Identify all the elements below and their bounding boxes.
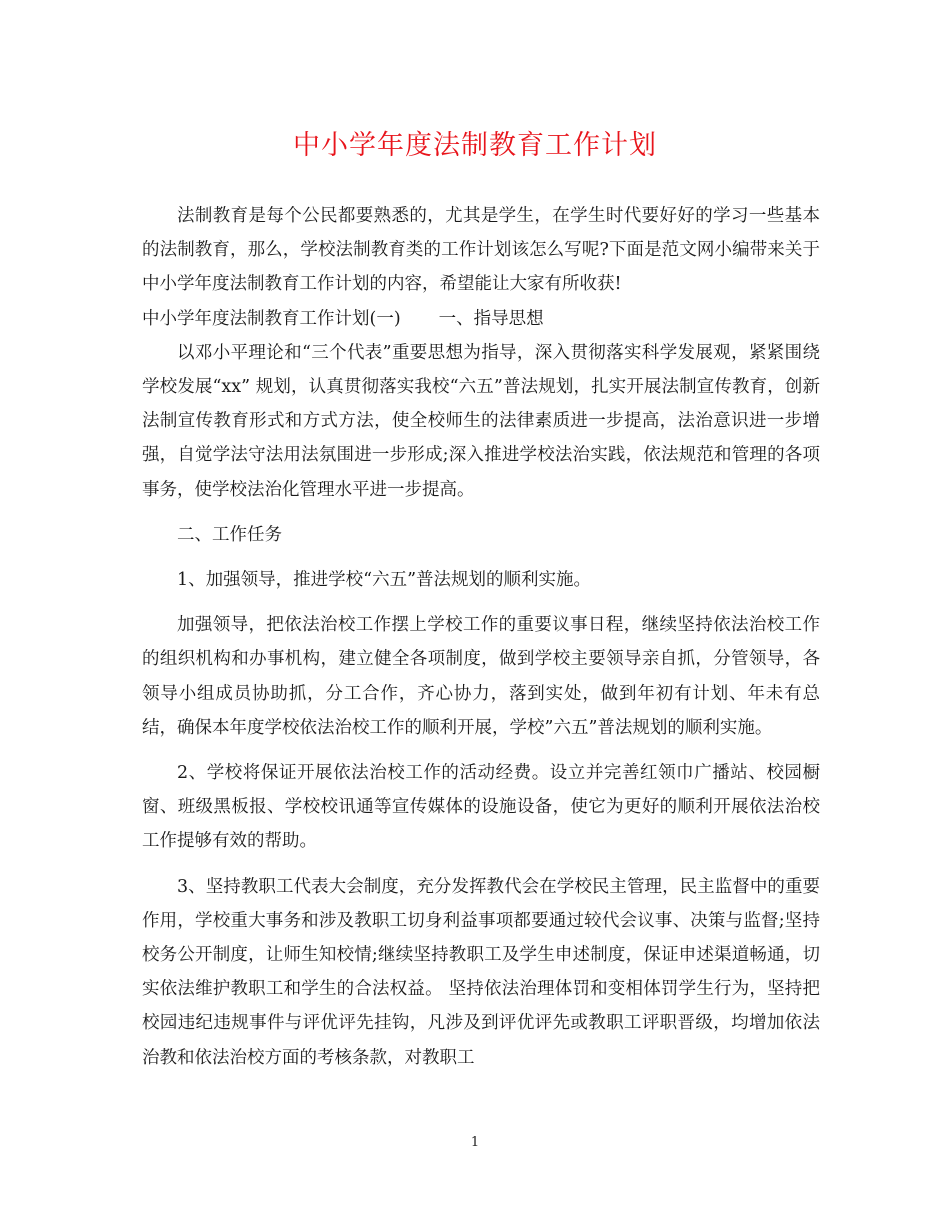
plan-heading-line <box>142 302 820 336</box>
document-title: 中小学年度法制教育工作计划 <box>293 130 657 161</box>
task2-paragraph: 2、学校将保证开展依法治校工作的活动经费。设立并完善红领巾广播站、校园橱窗、班级黑板报、学校校讯通等宣传媒体的设施设备，使它为更好的顺利开展依法治校工作提够有效的帮助。 <box>142 763 820 852</box>
guiding-paragraph: 以邓小平理论和“三个代表”重要思想为指导，深入贯彻落实科学发展观，紧紧围绕学校发展“xx” 规划，认真贯彻落实我校“六五”普法规划，扎实开展法制宣传教育，创新法制宣传教育形式和方式方法，使全校师生的法律素质进一步提高，法治意识进一步增强，自觉学法守法用法氛围进一步形成;深入推进学校法治实践，依法规范和管理的各项事务，使学校法治化管理水平进一步提高。 <box>142 342 820 500</box>
section2-heading: 二、工作任务 <box>177 524 282 545</box>
task1-body: 加强领导，把依法治校工作摆上学校工作的重要议事日程，继续坚持依法治校工作的组织机构和办事机构，建立健全各项制度，做到学校主要领导亲自抓，分管领导，各领导小组成员协助抓，分工合作，齐心协力，落到实处，做到年初有计划、年未有总结，确保本年度学校依法治校工作的顺利开展，学校”六五”普法规划的顺利实施。 <box>142 615 820 738</box>
intro-paragraph: 法制教育是每个公民都要熟悉的，尤其是学生，在学生时代要好好的学习一些基本的法制教育，那么，学校法制教育类的工作计划该怎么写呢?下面是范文网小编带来关于中小学年度法制教育工作计划的内容，希望能让大家有所收获! <box>142 206 820 295</box>
page-number: 1 <box>470 1135 480 1150</box>
task1-heading: 1、加强领导，推进学校“六五”普法规划的顺利实施。 <box>177 570 592 591</box>
plan-heading: 中小学年度法制教育工作计划(一) <box>142 308 401 329</box>
task3-paragraph: 3、坚持教职工代表大会制度，充分发挥教代会在学校民主管理，民主监督中的重要作用，学校重大事务和涉及教职工切身利益事项都要通过较代会议事、决策与监督;坚持校务公开制度，让师生知校情;继续坚持教职工及学生申述制度，保证申述渠道畅通，切实依法维护教职工和学生的合法权益。 坚持依法治理体罚和变相体罚学生行为，坚持把校园违纪违规事件与评优评先挂钩，凡涉及到评优评先或教职工评职晋级，均增加依法治教和依法治校方面的考核条款，对教职工 <box>142 876 820 1068</box>
section1-heading: 一、指导思想 <box>438 308 544 329</box>
document-body <box>142 199 820 1075</box>
